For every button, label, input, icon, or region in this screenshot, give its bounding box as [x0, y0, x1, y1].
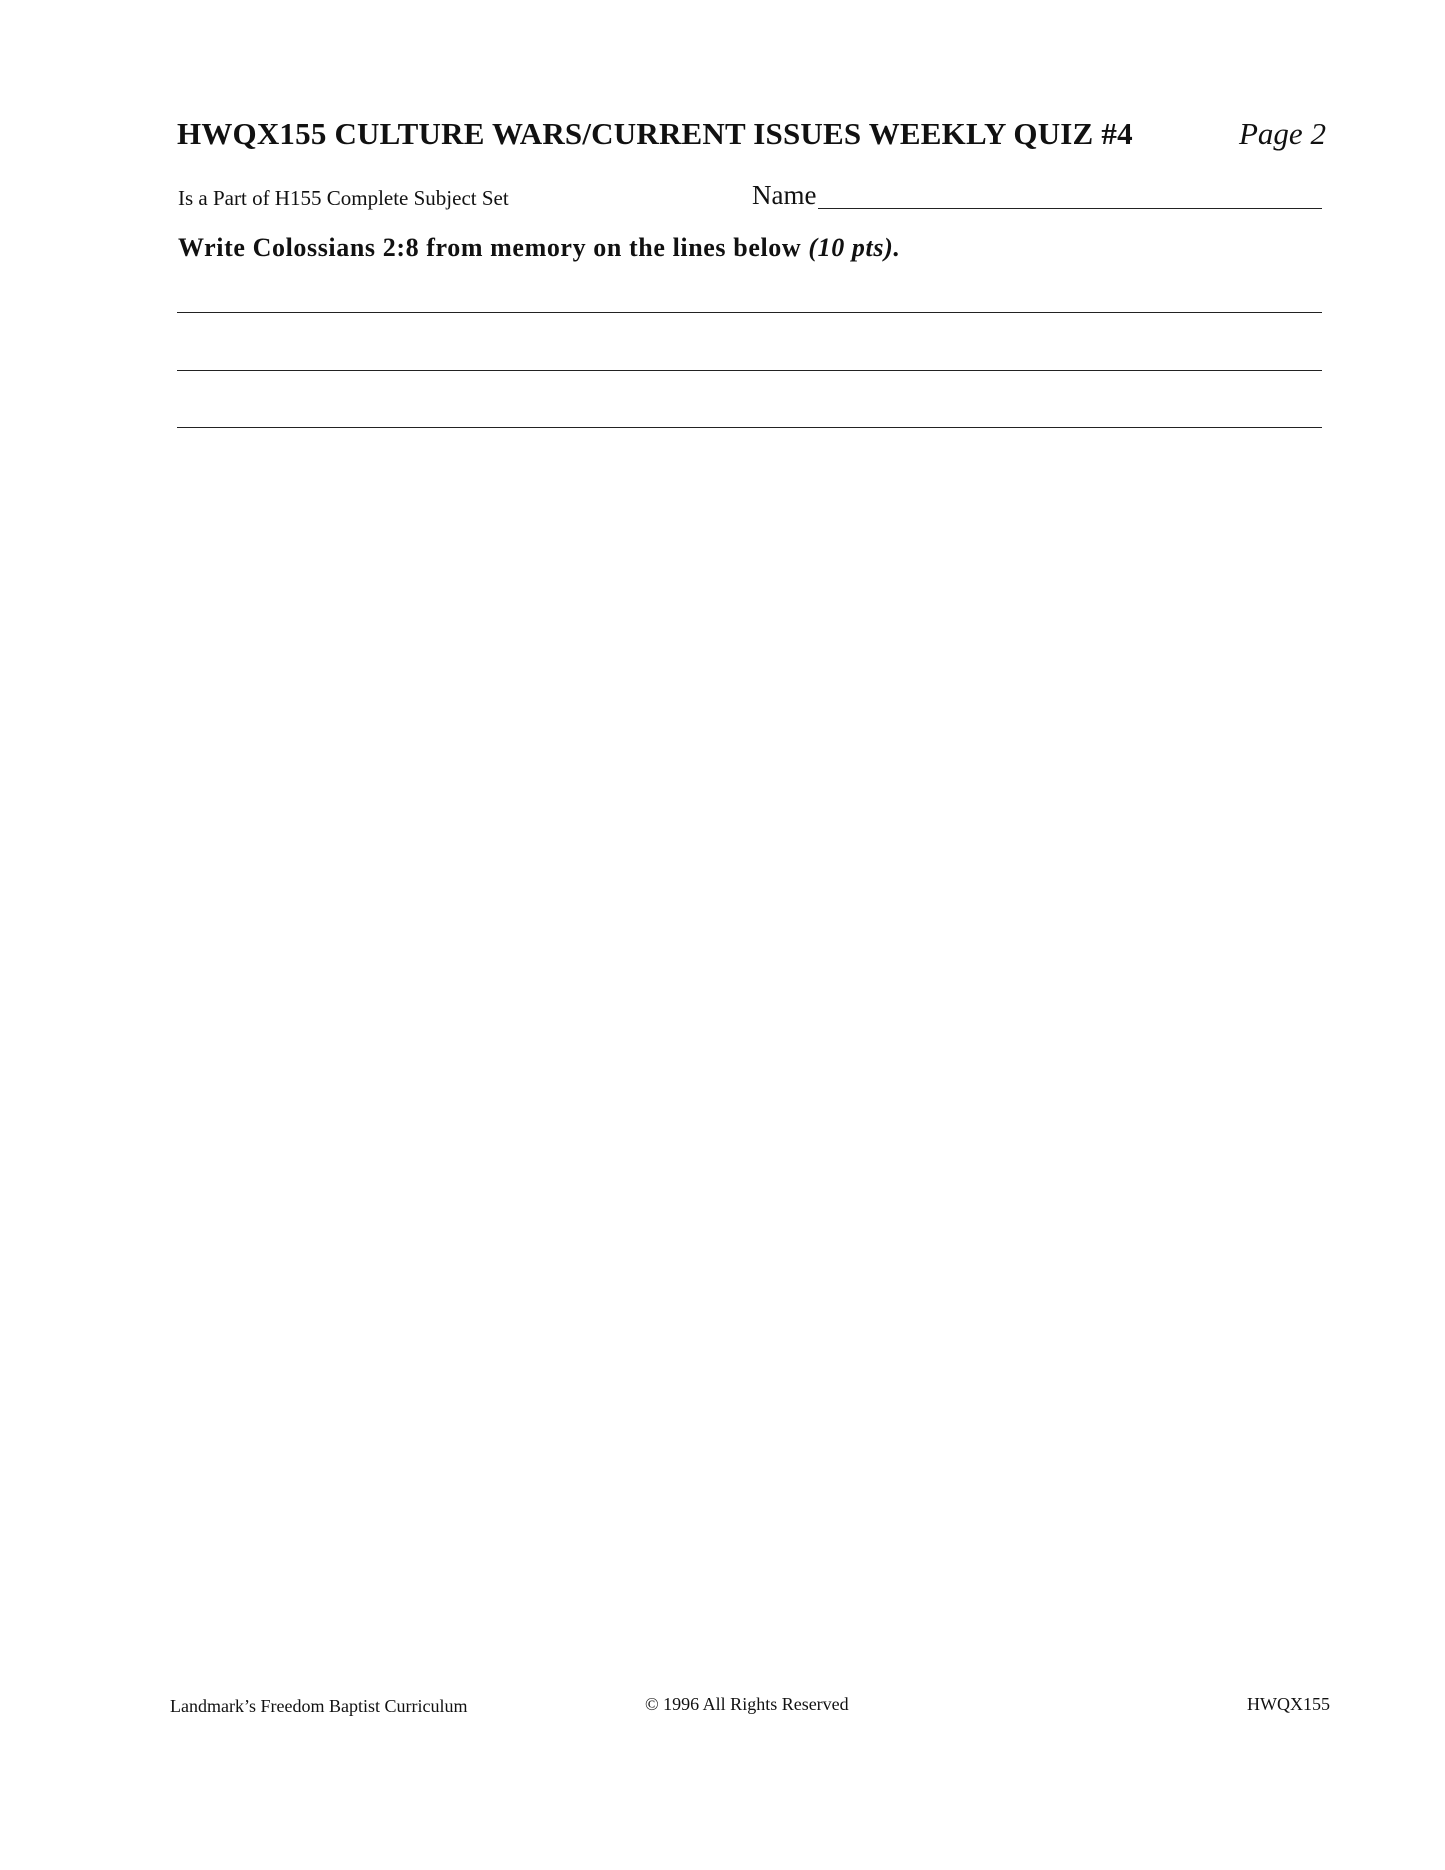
answer-line-3[interactable]	[177, 427, 1322, 428]
quiz-title: HWQX155 CULTURE WARS/CURRENT ISSUES WEEKLY QUIZ #4	[177, 116, 1133, 151]
name-underline[interactable]	[818, 208, 1322, 209]
page-number: Page 2	[1239, 116, 1326, 151]
name-field[interactable]	[752, 180, 1322, 214]
footer-copyright: © 1996 All Rights Reserved	[645, 1694, 849, 1714]
points-label: (10 pts).	[808, 233, 901, 262]
footer-publisher: Landmark’s Freedom Baptist Curriculum	[170, 1696, 468, 1716]
answer-line-1[interactable]	[177, 312, 1322, 313]
instruction-text: Write Colossians 2:8 from memory on the lines below	[178, 233, 802, 262]
subject-set-note: Is a Part of H155 Complete Subject Set	[178, 186, 509, 210]
question-instruction	[178, 233, 900, 263]
name-label: Name	[752, 180, 817, 210]
answer-line-2[interactable]	[177, 370, 1322, 371]
footer-code: HWQX155	[1247, 1694, 1330, 1714]
